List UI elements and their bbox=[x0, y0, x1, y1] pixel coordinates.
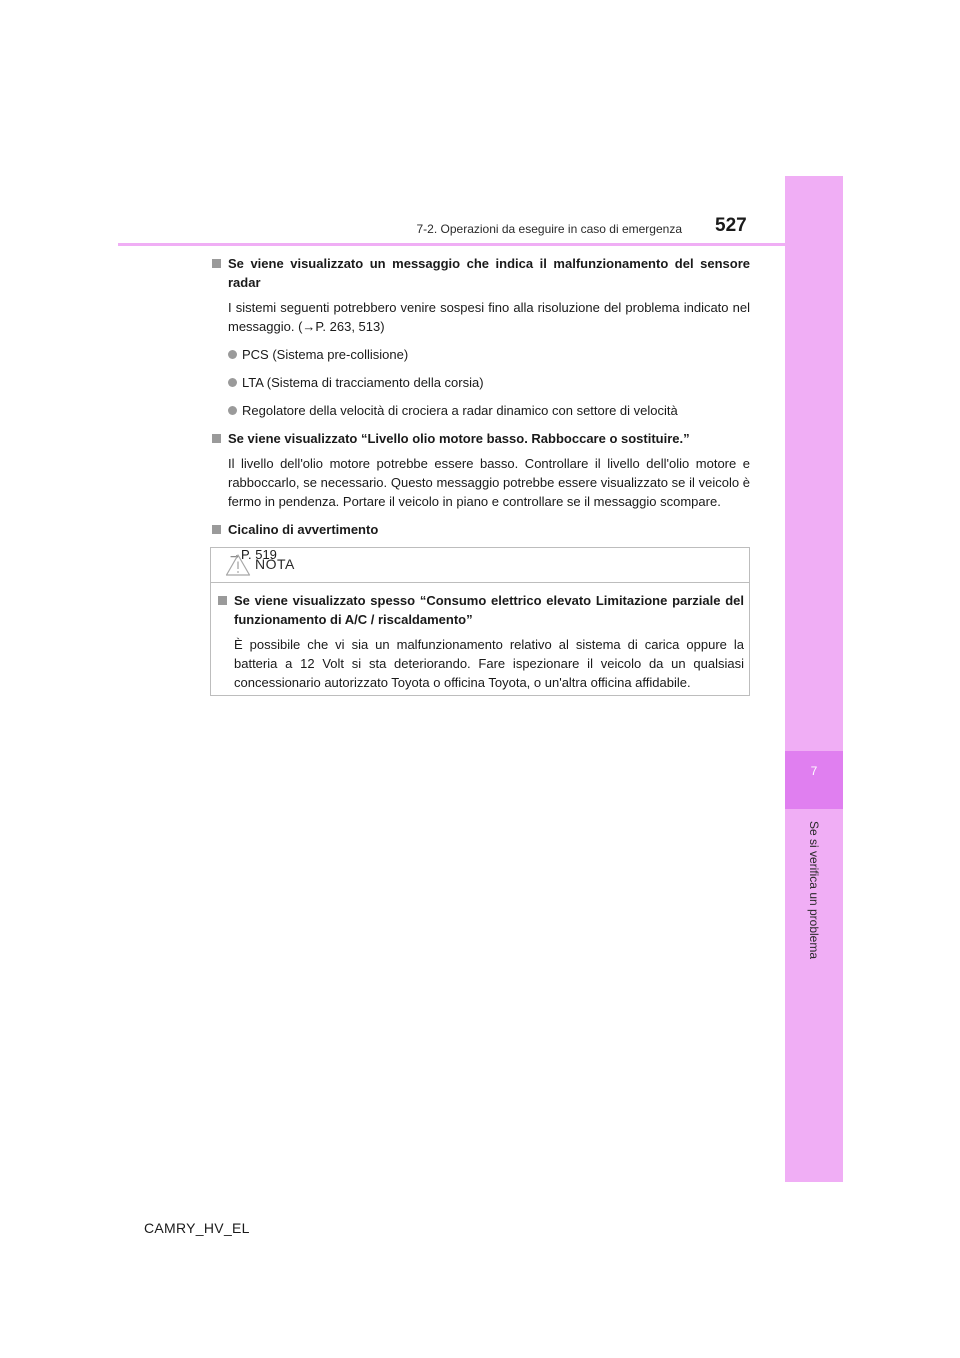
list-item-text: LTA (Sistema di tracciamento della corsia) bbox=[242, 375, 484, 390]
chapter-number: 7 bbox=[810, 764, 818, 778]
list-item-text: PCS (Sistema pre-collisione) bbox=[242, 347, 409, 362]
entry-oil-level bbox=[212, 429, 750, 511]
square-bullet-icon bbox=[212, 525, 221, 534]
round-bullet-icon bbox=[228, 378, 237, 387]
entry-paragraph: Il livello dell'olio motore potrebbe essere basso. Controllare il livello dell'olio motore e rabboccarlo, se necessario. Questo messaggio potrebbe essere visualizzato se il veicolo è fermo in pendenza. Portare il veicolo in piano e controllare se il messaggio scompare. bbox=[228, 456, 750, 509]
chapter-title: Se si verifica un problema bbox=[807, 820, 821, 960]
note-title: NOTA bbox=[255, 556, 295, 572]
note-header bbox=[211, 548, 749, 583]
side-tab bbox=[785, 176, 843, 1182]
header-divider bbox=[118, 243, 843, 246]
note-body bbox=[218, 591, 744, 692]
entry-heading: Cicalino di avvertimento bbox=[228, 522, 379, 537]
square-bullet-icon bbox=[212, 434, 221, 443]
note-paragraph: È possibile che vi sia un malfunzionamento relativo al sistema di carica oppure la batteria a 12 Volt si sta deteriorando. Fare ispezionare il veicolo da un qualsiasi concessionario autorizzato Toyota o officina Toyota, o un'altra officina affidabile. bbox=[234, 637, 744, 690]
list-item bbox=[228, 401, 750, 420]
square-bullet-icon bbox=[212, 259, 221, 268]
page-number: 527 bbox=[715, 215, 747, 236]
note-heading: Se viene visualizzato spesso “Consumo elettrico elevato Limitazione parziale del funzionamento di A/C / riscaldamento” bbox=[234, 593, 744, 627]
note-entry bbox=[218, 591, 744, 692]
list-item-text: Regolatore della velocità di crociera a radar dinamico con settore di velocità bbox=[242, 403, 678, 418]
entry-heading: Se viene visualizzato un messaggio che indica il malfunzionamento del sensore radar bbox=[228, 256, 750, 290]
entry-radar-sensor bbox=[212, 254, 750, 420]
page-reference-link[interactable]: →P. 519 bbox=[228, 547, 277, 562]
chapter-tab[interactable] bbox=[785, 751, 843, 809]
list-item bbox=[228, 345, 750, 364]
list-item bbox=[228, 373, 750, 392]
round-bullet-icon bbox=[228, 350, 237, 359]
note-box bbox=[210, 547, 750, 696]
section-title: 7-2. Operazioni da eseguire in caso di emergenza bbox=[416, 222, 682, 236]
warning-triangle-icon bbox=[225, 553, 251, 577]
model-code: CAMRY_HV_EL bbox=[144, 1220, 250, 1236]
round-bullet-icon bbox=[228, 406, 237, 415]
square-bullet-icon bbox=[218, 596, 227, 605]
entry-paragraph: I sistemi seguenti potrebbero venire sospesi fino alla risoluzione del problema indicato nel messaggio. (→P. 263, 513) bbox=[228, 300, 750, 334]
main-content bbox=[212, 254, 750, 564]
entry-heading: Se viene visualizzato “Livello olio motore basso. Rabboccare o sostituire.” bbox=[228, 431, 690, 446]
